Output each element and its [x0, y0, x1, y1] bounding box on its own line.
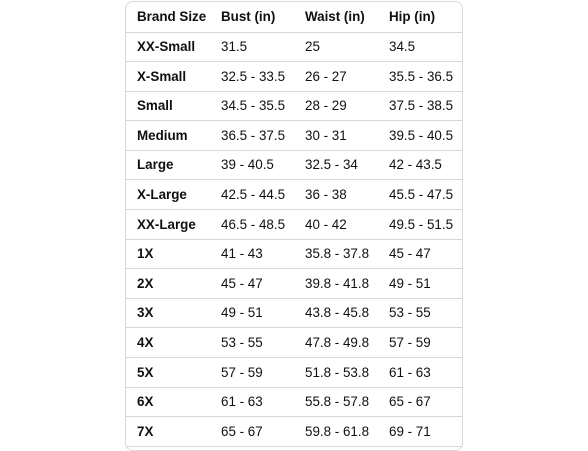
hip-cell: 69 - 71 [378, 417, 463, 447]
hip-cell: 57 - 59 [378, 328, 463, 358]
bust-cell: 41 - 43 [210, 239, 294, 269]
table-row [126, 91, 463, 121]
table-row [126, 387, 463, 417]
size-cell: 7X [126, 417, 210, 447]
hip-cell: 42 - 43.5 [378, 150, 463, 180]
waist-cell: 30 - 31 [294, 121, 378, 151]
column-header-hip: Hip (in) [378, 2, 463, 32]
header-row [126, 2, 463, 32]
size-cell: Large [126, 150, 210, 180]
table-row [126, 358, 463, 388]
size-cell: 4X [126, 328, 210, 358]
waist-cell: 39.8 - 41.8 [294, 269, 378, 299]
waist-cell: 40 - 42 [294, 210, 378, 240]
hip-cell: 65 - 67 [378, 387, 463, 417]
table-body [126, 32, 463, 446]
size-chart-table [126, 2, 463, 447]
column-header-bust: Bust (in) [210, 2, 294, 32]
waist-cell: 25 [294, 32, 378, 62]
hip-cell: 53 - 55 [378, 298, 463, 328]
table-row [126, 417, 463, 447]
bust-cell: 61 - 63 [210, 387, 294, 417]
hip-cell: 37.5 - 38.5 [378, 91, 463, 121]
table-header [126, 2, 463, 32]
size-cell: 6X [126, 387, 210, 417]
table-row [126, 210, 463, 240]
hip-cell: 35.5 - 36.5 [378, 62, 463, 92]
table-row [126, 239, 463, 269]
table-row [126, 328, 463, 358]
waist-cell: 47.8 - 49.8 [294, 328, 378, 358]
hip-cell: 61 - 63 [378, 358, 463, 388]
size-cell: XX-Small [126, 32, 210, 62]
bust-cell: 31.5 [210, 32, 294, 62]
size-cell: X-Small [126, 62, 210, 92]
bust-cell: 46.5 - 48.5 [210, 210, 294, 240]
bust-cell: 34.5 - 35.5 [210, 91, 294, 121]
bust-cell: 42.5 - 44.5 [210, 180, 294, 210]
bust-cell: 45 - 47 [210, 269, 294, 299]
bust-cell: 39 - 40.5 [210, 150, 294, 180]
size-cell: 2X [126, 269, 210, 299]
column-header-waist: Waist (in) [294, 2, 378, 32]
waist-cell: 36 - 38 [294, 180, 378, 210]
hip-cell: 45.5 - 47.5 [378, 180, 463, 210]
hip-cell: 39.5 - 40.5 [378, 121, 463, 151]
size-cell: X-Large [126, 180, 210, 210]
bust-cell: 57 - 59 [210, 358, 294, 388]
table-row [126, 121, 463, 151]
hip-cell: 45 - 47 [378, 239, 463, 269]
size-cell: Medium [126, 121, 210, 151]
waist-cell: 32.5 - 34 [294, 150, 378, 180]
waist-cell: 43.8 - 45.8 [294, 298, 378, 328]
bust-cell: 36.5 - 37.5 [210, 121, 294, 151]
table-row [126, 32, 463, 62]
bust-cell: 49 - 51 [210, 298, 294, 328]
hip-cell: 49.5 - 51.5 [378, 210, 463, 240]
hip-cell: 49 - 51 [378, 269, 463, 299]
hip-cell: 34.5 [378, 32, 463, 62]
size-cell: Small [126, 91, 210, 121]
waist-cell: 55.8 - 57.8 [294, 387, 378, 417]
bust-cell: 65 - 67 [210, 417, 294, 447]
waist-cell: 59.8 - 61.8 [294, 417, 378, 447]
column-header-brand-size: Brand Size [126, 2, 210, 32]
table-row [126, 62, 463, 92]
table-row [126, 150, 463, 180]
size-cell: XX-Large [126, 210, 210, 240]
bust-cell: 32.5 - 33.5 [210, 62, 294, 92]
size-cell: 5X [126, 358, 210, 388]
size-cell: 3X [126, 298, 210, 328]
size-cell: 1X [126, 239, 210, 269]
size-chart [125, 1, 463, 451]
table-row [126, 298, 463, 328]
waist-cell: 28 - 29 [294, 91, 378, 121]
waist-cell: 35.8 - 37.8 [294, 239, 378, 269]
waist-cell: 26 - 27 [294, 62, 378, 92]
table-row [126, 180, 463, 210]
waist-cell: 51.8 - 53.8 [294, 358, 378, 388]
table-row [126, 269, 463, 299]
bust-cell: 53 - 55 [210, 328, 294, 358]
